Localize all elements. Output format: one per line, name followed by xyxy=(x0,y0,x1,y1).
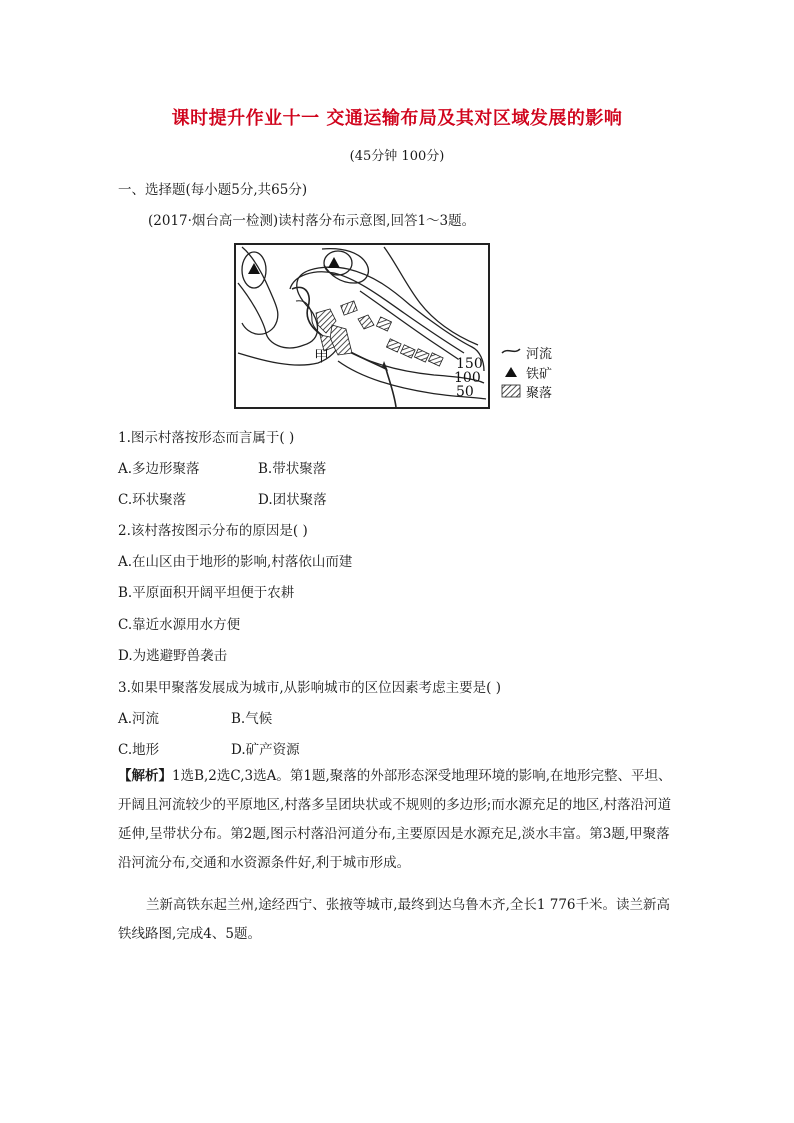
question-option: A.在山区由于地形的影响,村落依山而建 xyxy=(118,554,353,570)
analysis-block xyxy=(118,762,680,878)
question-stem: 3.如果甲聚落发展成为城市,从影响城市的区位因素考虑主要是( ) xyxy=(118,680,501,696)
question-option: A.河流 xyxy=(118,711,160,727)
contour-label: 100 xyxy=(454,370,481,386)
question-stem: 1.图示村落按形态而言属于( ) xyxy=(118,430,295,446)
question-option: D.矿产资源 xyxy=(231,742,300,758)
contour-label: 150 xyxy=(456,356,483,372)
lanxin-intro-paragraph: 兰新高铁东起兰州,途经西宁、张掖等城市,最终到达乌鲁木齐,全长1 776千米。读兰新高铁线路图,完成4、5题。 xyxy=(118,897,671,942)
question-option: B.气候 xyxy=(231,711,273,727)
map-legend xyxy=(502,346,552,401)
village-distribution-map xyxy=(234,243,578,411)
contour-label: 50 xyxy=(456,384,474,400)
legend-mine-label: 铁矿 xyxy=(526,367,553,382)
legend-settlement-symbol xyxy=(502,385,520,397)
question-stem: 2.该村落按图示分布的原因是( ) xyxy=(118,523,308,539)
section-heading: 一、选择题(每小题5分,共65分) xyxy=(118,182,308,198)
legend-mine-symbol xyxy=(505,367,517,377)
question-option: D.团状聚落 xyxy=(258,492,327,508)
question-option: B.平原面积开阔平坦便于农耕 xyxy=(118,585,295,601)
question-option: C.靠近水源用水方便 xyxy=(118,617,241,633)
question-option: D.为逃避野兽袭击 xyxy=(118,648,228,664)
legend-river-label: 河流 xyxy=(526,347,553,362)
page-title: 课时提升作业十一 交通运输布局及其对区域发展的影响 xyxy=(171,108,623,129)
question-option: B.带状聚落 xyxy=(258,461,327,477)
question-intro: (2017·烟台高一检测)读村落分布示意图,回答1～3题。 xyxy=(148,213,476,229)
legend-settlement-label: 聚落 xyxy=(526,386,553,401)
question-option: C.环状聚落 xyxy=(118,492,187,508)
map-label-jia: 甲 xyxy=(314,347,330,365)
question-option: A.多边形聚落 xyxy=(118,461,200,477)
page-subtitle: (45分钟 100分) xyxy=(349,149,445,164)
analysis-text: 1选B,2选C,3选A。第1题,聚落的外部形态深受地理环境的影响,在地形完整、平坦、开阔且河流较少的平原地区,村落多呈团块状或不规则的多边形;而水源充足的地区,村落沿河道延伸,呈带状分布。第2题,图示村落沿河道分布,主要原因是水源充足,淡水丰富。第3题,甲聚落沿河流分布,交通和水资源条件好,利于城市形成。 xyxy=(118,768,672,871)
question-option: C.地形 xyxy=(118,742,160,758)
legend-river-symbol xyxy=(502,349,520,353)
analysis-label: 【解析】 xyxy=(118,768,172,784)
